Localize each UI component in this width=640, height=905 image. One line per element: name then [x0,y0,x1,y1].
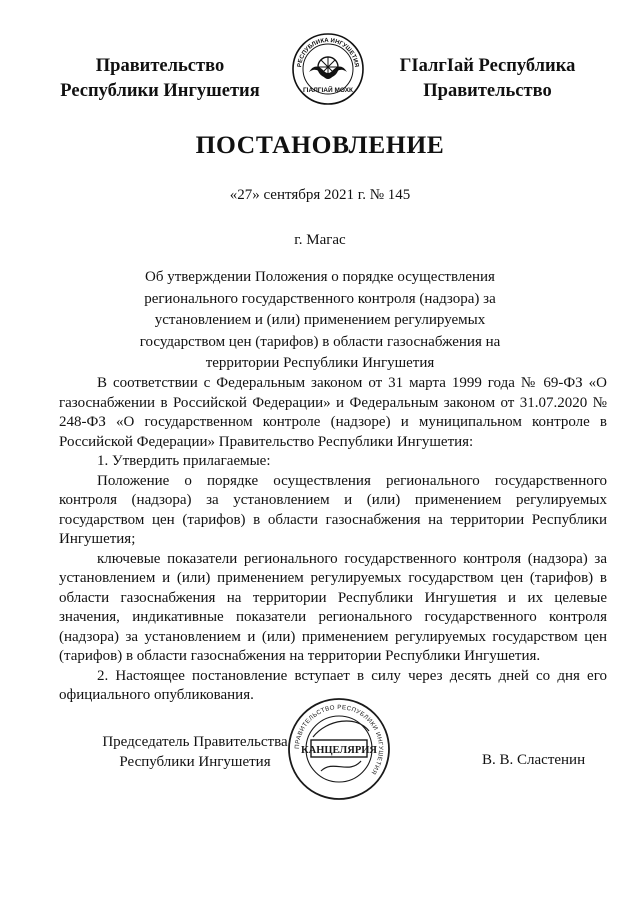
header-right [375,54,600,104]
document-body [59,374,607,706]
coat-of-arms-emblem-icon [291,32,365,106]
paragraph-preamble: В соответствии с Федеральным законом от 31 марта 1999 года № 69-ФЗ «О газоснабжении в Российской Федерации» и Федеральным законом от 31.07.2020 № 248-ФЗ «О государственном контроле (надзоре) и муниципальном контроле в Российской Федерации» Правительство Республики Ингушетия: [59,375,607,450]
signatory-role-line-1: Председатель Правительства [102,734,288,750]
document-date-number: «27» сентября 2021 г. № 145 [229,187,411,203]
paragraph-key-indicators: ключевые показатели регионального государственного контроля (надзора) за установлением и (или) применением регулируемых государством цен (тарифов) в области газоснабжения на территории Республики Ингушетия и их целевые значения, индикативные показатели регионального государственного контроля (надзора) за установлением и (или) применением регулируемых государством цен (тарифов) в области газоснабжения на территории Республики Ингушетия. [59,550,607,664]
signatory-name: В. В. Сластенин [482,752,586,768]
document-place: г. Магас [294,232,346,248]
header-right-line-1: ГIалгIай Республика [399,56,576,76]
emblem-ring-text: РЕСПУБЛИКА ИНГУШЕТИЯ [297,37,359,68]
header-left [40,54,280,104]
office-seal-stamp-icon [287,697,391,801]
paragraph-item-1: 1. Утвердить прилагаемые: [97,453,271,469]
document-subject: Об утверждении Положения о порядке осуществления регионального государственного контроля (надзора) за установлением и (или) применением регулируемых государством цен (тарифов) в области газоснабжения на территории Республики Ингушетия [139,269,501,371]
paragraph-regulation: Положение о порядке осуществления регионального государственного контроля (надзора) за установлением и (или) применением регулируемых государством цен (тарифов) в области газоснабжения на территории Республики Ингушетия; [59,472,607,547]
document-title: ПОСТАНОВЛЕНИЕ [195,130,445,159]
emblem-bottom-text: ГIАЛГIАЙ МОХК [302,87,354,94]
seal-ring-text: ПРАВИТЕЛЬСТВО РЕСПУБЛИКИ ИНГУШЕТИЯ [293,703,385,776]
paragraph-item-2: 2. Настоящее постановление вступает в силу через десять дней со дня его официального опубликования. [59,667,607,703]
header-left-line-1: Правительство [95,56,225,76]
signatory-role-line-2: Республики Ингушетия [119,753,271,770]
signatory-role [90,733,300,772]
seal-center-text: КАНЦЕЛЯРИЯ [301,745,377,756]
header-left-line-2: Республики Ингушетия [60,81,260,101]
header-right-line-2: Правительство [423,81,552,101]
